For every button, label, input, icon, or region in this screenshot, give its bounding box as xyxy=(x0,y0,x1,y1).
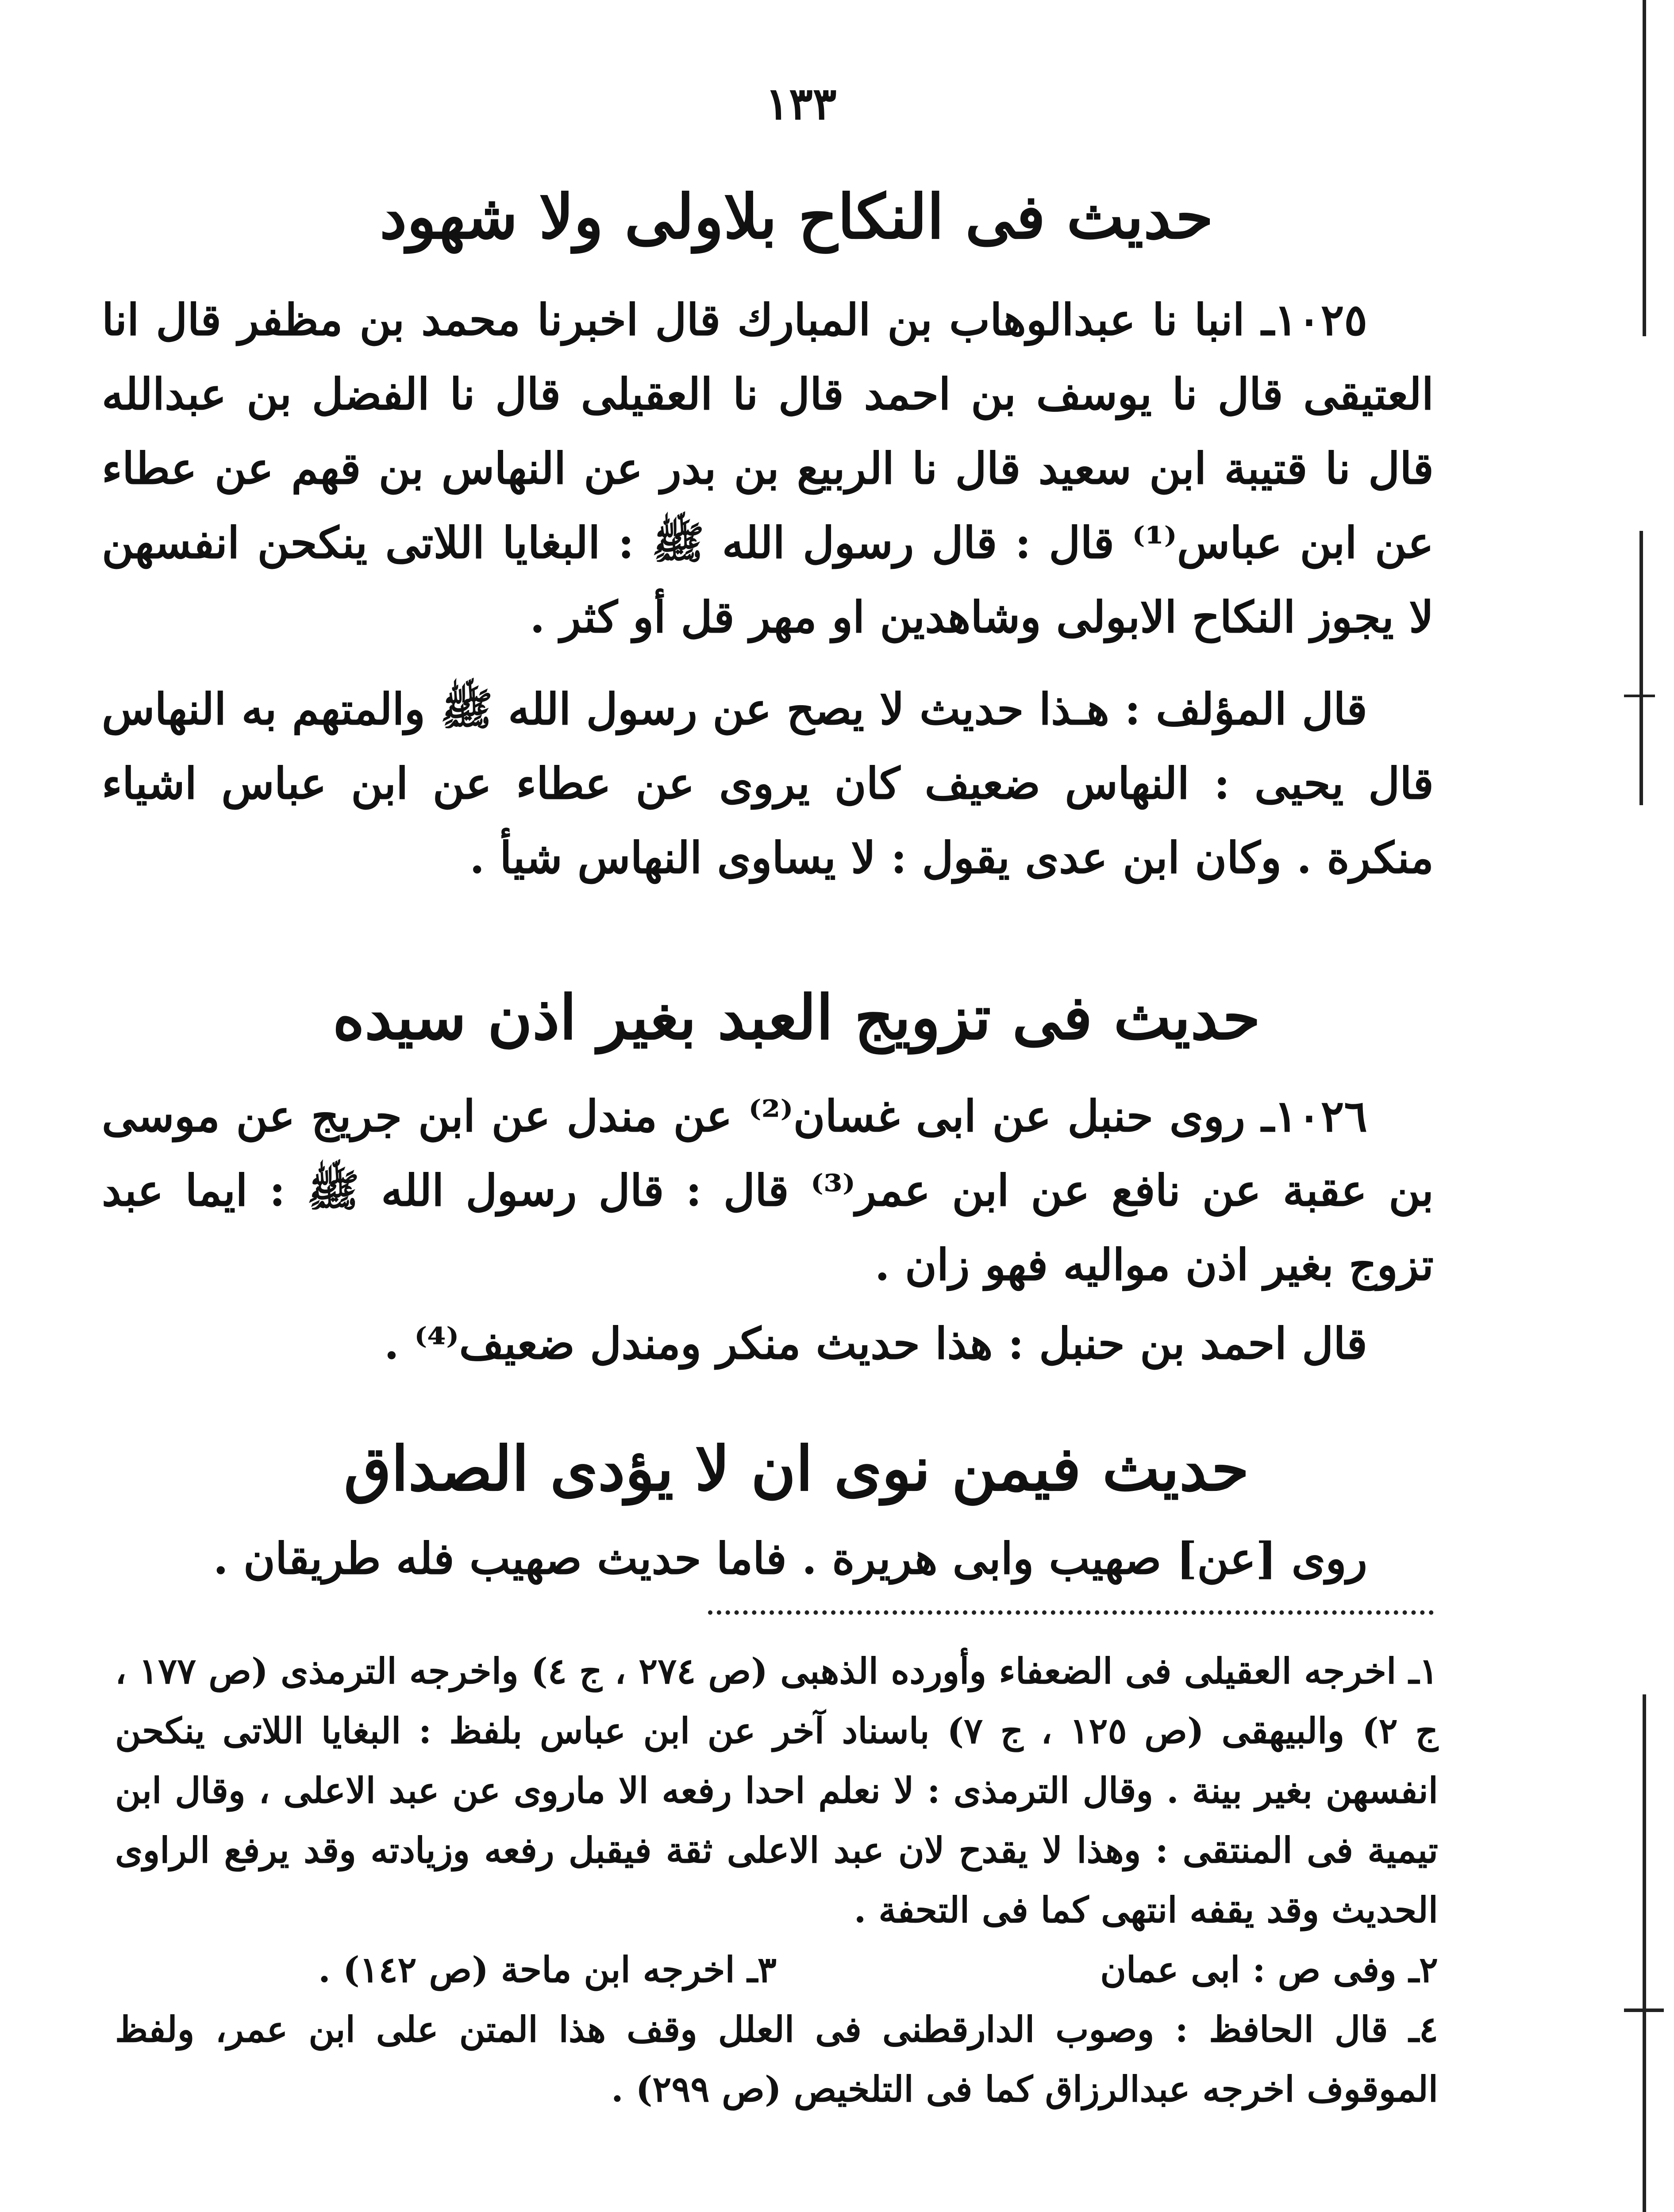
footnote-separator xyxy=(708,1610,1434,1615)
scan-margin-line xyxy=(1643,1694,1646,2212)
hadith-1025-paragraph: ١٠٢٥ـ انبا نا عبدالوهاب بن المبارك قال اخبرنا محمد بن مظفر قال انا العتيقى قال نا يوسف بن احمد قال نا العقيلى قال نا الفضل بن عبدالله قال نا قتيبة ابن سعيد قال نا الربيع بن بدر عن النهاس بن قهم عن عطاء عن ابن عباس⁽¹⁾ قال : قال رسول الله ﷺ : البغايا اللاتى ينكحن انفسهن لا يجوز النكاح الابولى وشاهدين او مهر قل أو كثر . xyxy=(102,295,1434,643)
section-body-1 xyxy=(102,283,1434,895)
hadith-1026-paragraph: ١٠٢٦ـ روى حنبل عن ابى غسان⁽²⁾ عن مندل عن ابن جريج عن موسى بن عقبة عن نافع عن ابن عمر⁽³⁾ قال : قال رسول الله ﷺ : ايما عبد تزوج بغير اذن مواليه فهو زان . xyxy=(102,1091,1434,1290)
section-heading-marriage-without-guardian: حديث فى النكاح بلاولى ولا شهود xyxy=(379,180,1214,253)
scan-margin-line xyxy=(1643,0,1646,336)
footnote-2: ٢ـ وفى ص : ابى عمان xyxy=(1100,1949,1438,1990)
scan-margin-line xyxy=(1639,531,1643,805)
author-comment-paragraph: قال المؤلف : هـذا حديث لا يصح عن رسول الله ﷺ والمتهم به النهاس قال يحيى : النهاس ضعيف كان يروى عن عطاء عن ابن عباس اشياء منكرة . وكان ابن عدى يقول : لا يساوى النهاس شيأ . xyxy=(102,684,1434,883)
scan-margin-tick xyxy=(1624,2008,1664,2012)
section-body-2 xyxy=(102,1079,1434,1381)
footnotes xyxy=(115,1641,1438,2119)
footnote-1: ١ـ اخرجه العقيلى فى الضعفاء وأورده الذهبى (ص ٢٧٤ ، ج ٤) واخرجه الترمذى (ص ١٧٧ ، ج ٢) والبيهقى (ص ١٢٥ ، ج ٧) باسناد آخر عن ابن عباس بلفظ : البغايا اللاتى ينكحن انفسهن بغير بينة . وقال الترمذى : لا نعلم احدا رفعه الا ماروى عن عبد الاعلى ، وقال ابن تيمية فى المنتقى : وهذا لا يقدح لان عبد الاعلى ثقة فيقبل رفعه وزيادته وقد يرفع الراوى الحديث وقد يقفه انتهى كما فى التحفة . xyxy=(115,1650,1439,1931)
scan-margin-tick xyxy=(1624,695,1655,697)
footnote-3: ٣ـ اخرجه ابن ماحة (ص ١٤٢) . xyxy=(318,1949,777,1990)
page-number: ١٣٣ xyxy=(765,77,837,130)
dowry-intro-paragraph: روى [عن] صهيب وابى هريرة . فاما حديث صهيب فله طريقان . xyxy=(213,1533,1367,1584)
section-heading-dowry: حديث فيمن نوى ان لا يؤدى الصداق xyxy=(344,1432,1249,1505)
footnote-row-2-3 xyxy=(115,1940,1438,2000)
section-body-3 xyxy=(102,1522,1434,1596)
ahmad-comment-paragraph: قال احمد بن حنبل : هذا حديث منكر ومندل ضعيف⁽⁴⁾ . xyxy=(384,1318,1367,1369)
section-heading-slave-marriage: حديث فى تزويج العبد بغير اذن سيده xyxy=(332,981,1261,1053)
footnote-4: ٤ـ قال الحافظ : وصوب الدارقطنى فى العلل وقف هذا المتن على ابن عمر، ولفظ الموقوف اخرجه عبدالرزاق كما فى التلخيص (ص ٢٩٩) . xyxy=(115,2008,1438,2110)
